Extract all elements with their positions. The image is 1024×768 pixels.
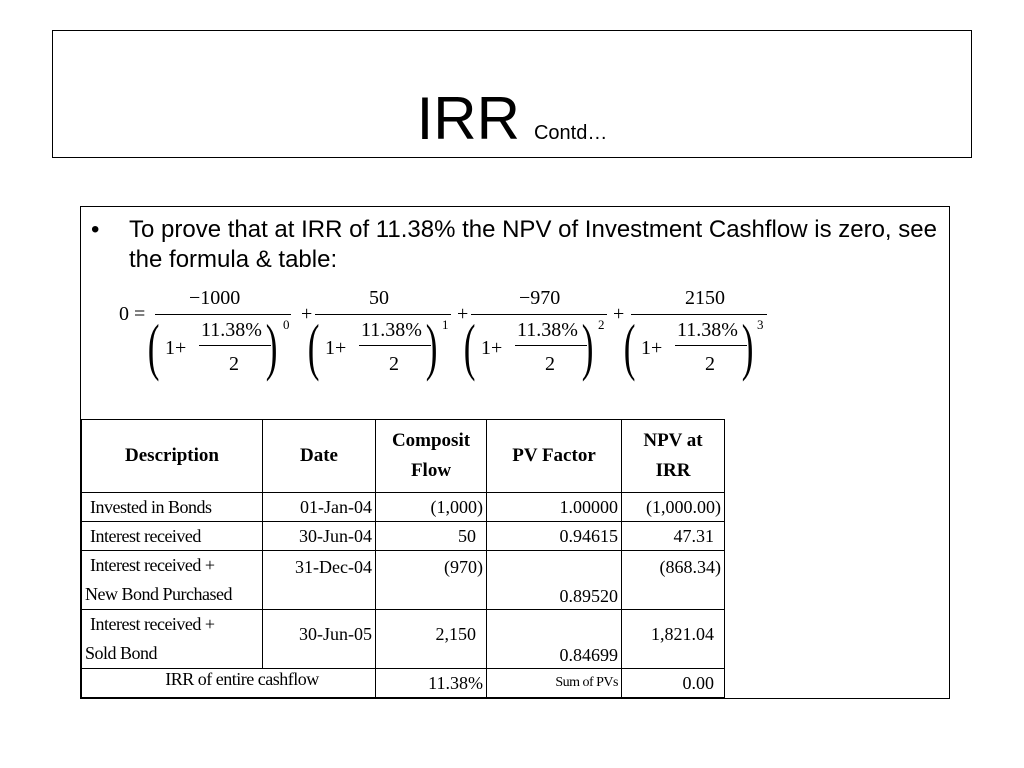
divisor: 2 (389, 353, 399, 375)
rate: 11.38% (517, 319, 578, 341)
exponent: 3 (757, 317, 764, 332)
bullet-dot: • (91, 216, 100, 243)
plus-sign: + (457, 303, 469, 325)
cell-date: 31-Dec-04 (263, 551, 376, 610)
term-numerator: 2150 (685, 287, 725, 309)
rate-bar (359, 345, 431, 346)
cell-npv: (868.34) (622, 551, 725, 610)
cell-description: Invested in Bonds (82, 493, 263, 522)
right-paren: ) (265, 311, 278, 382)
description-line2: Sold Bond (85, 643, 158, 663)
title-box (52, 30, 972, 158)
cell-pv-factor: 0.94615 (487, 522, 622, 551)
divisor: 2 (229, 353, 239, 375)
table-header-row (82, 420, 725, 493)
divisor: 2 (545, 353, 555, 375)
cell-date: 30-Jun-04 (263, 522, 376, 551)
formula-lhs: 0 = (119, 303, 146, 325)
one-plus: 1+ (325, 337, 347, 359)
header-description: Description (82, 420, 263, 493)
rate-bar (515, 345, 587, 346)
plus-sign: + (613, 303, 625, 325)
bullet-item (91, 215, 941, 275)
table-row (82, 610, 725, 669)
cell-flow: 50 (376, 522, 487, 551)
rate-bar (675, 345, 747, 346)
left-paren: ( (307, 311, 320, 382)
cell-description (82, 551, 263, 610)
description-line1: Interest received + (90, 614, 215, 634)
description-line1: Interest received + (90, 555, 215, 575)
right-paren: ) (741, 311, 754, 382)
cell-npv: 1,821.04 (622, 610, 725, 669)
rate: 11.38% (677, 319, 738, 341)
plus-sign: + (301, 303, 313, 325)
cell-description: Interest received (82, 522, 263, 551)
header-pv-factor: PV Factor (487, 420, 622, 493)
cell-flow: (1,000) (376, 493, 487, 522)
right-paren: ) (581, 311, 594, 382)
bullet-text: To prove that at IRR of 11.38% the NPV of Investment Cashflow is zero, see the formula & table: (129, 216, 937, 273)
right-paren: ) (425, 311, 438, 382)
footer-sum: 0.00 (622, 669, 725, 698)
header-flow-line2: Flow (410, 460, 452, 481)
cell-npv: 47.31 (622, 522, 725, 551)
cell-date: 30-Jun-05 (263, 610, 376, 669)
cell-flow: (970) (376, 551, 487, 610)
cell-pv-factor: 0.84699 (487, 610, 622, 669)
divisor: 2 (705, 353, 715, 375)
term-numerator: −970 (519, 287, 561, 309)
header-flow (376, 420, 487, 493)
cell-flow: 2,150 (376, 610, 487, 669)
left-paren: ( (463, 311, 476, 382)
header-npv-line2: IRR (655, 460, 691, 481)
header-npv-line1: NPV at (643, 430, 703, 451)
footer-label: IRR of entire cashflow (82, 669, 376, 698)
cell-description (82, 610, 263, 669)
cell-date: 01-Jan-04 (263, 493, 376, 522)
table-row (82, 551, 725, 610)
table-row (82, 493, 725, 522)
left-paren: ( (147, 311, 160, 382)
left-paren: ( (623, 311, 636, 382)
term-numerator: 50 (369, 287, 389, 309)
cell-pv-factor: 0.89520 (487, 551, 622, 610)
content-box (80, 206, 950, 699)
title-suffix: Contd… (533, 122, 608, 144)
header-flow-line1: Composit (391, 430, 471, 451)
cell-pv-factor: 1.00000 (487, 493, 622, 522)
header-npv (622, 420, 725, 493)
rate: 11.38% (361, 319, 422, 341)
cashflow-table (81, 419, 725, 698)
exponent: 1 (442, 317, 449, 332)
table-footer-row (82, 669, 725, 698)
rate: 11.38% (201, 319, 262, 341)
one-plus: 1+ (641, 337, 663, 359)
one-plus: 1+ (481, 337, 503, 359)
npv-formula (119, 287, 879, 397)
footer-sum-label: Sum of PVs (487, 669, 622, 698)
cell-npv: (1,000.00) (622, 493, 725, 522)
one-plus: 1+ (165, 337, 187, 359)
term-numerator: −1000 (189, 287, 241, 309)
exponent: 0 (283, 317, 290, 332)
description-line2: New Bond Purchased (85, 584, 232, 604)
footer-irr: 11.38% (376, 669, 487, 698)
title-main: IRR (416, 85, 520, 152)
rate-bar (199, 345, 271, 346)
table-row (82, 522, 725, 551)
slide-title (53, 85, 971, 152)
exponent: 2 (598, 317, 605, 332)
header-date: Date (263, 420, 376, 493)
